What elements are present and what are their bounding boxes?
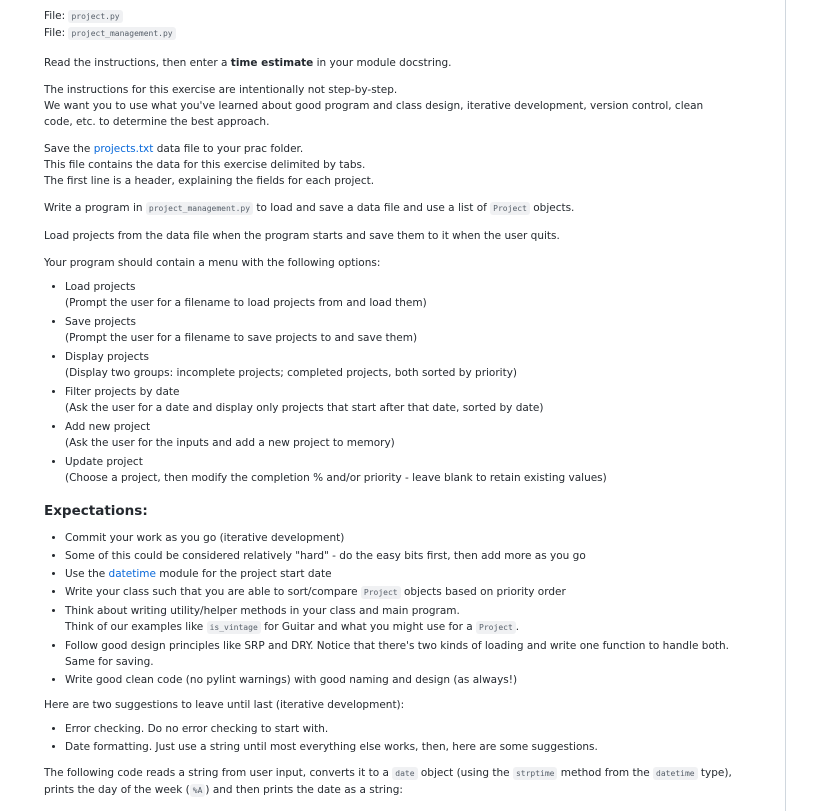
- code-datetime: datetime: [653, 767, 698, 780]
- closing-part-4: type), prints the day of the week (: [44, 767, 732, 796]
- content-divider: [785, 0, 786, 811]
- save-file-paragraph: [44, 141, 734, 189]
- write-suffix: objects.: [529, 202, 575, 214]
- closing-prefix: The following code reads a string from user input, converts it to a: [44, 767, 393, 779]
- list-item: • Error checking. Do no error checking to start with.: [65, 721, 734, 737]
- file-name: project_management.py: [68, 27, 175, 40]
- suggestions-intro: Here are two suggestions to leave until last (iterative development):: [44, 699, 405, 711]
- list-item: [65, 384, 734, 416]
- list-item: [65, 419, 734, 451]
- list-item: [65, 454, 734, 486]
- code-project-management: project_management.py: [146, 202, 253, 215]
- menu-item-title: • Save projects: [65, 316, 137, 328]
- code-is-vintage: is_vintage: [207, 621, 261, 634]
- closing-paragraph: [44, 765, 734, 799]
- write-prefix: Write a program in: [44, 202, 146, 214]
- intro-suffix: in your module docstring.: [313, 57, 452, 69]
- datetime-link[interactable]: datetime: [108, 568, 156, 580]
- save-line-2: This file contains the data for this exercise delimited by tabs.: [44, 159, 366, 171]
- save-suffix: data file to your prac folder.: [153, 143, 304, 155]
- instructions-content: [44, 8, 734, 799]
- item-prefix: Use the: [65, 568, 109, 580]
- menu-intro: Your program should contain a menu with the following options:: [44, 257, 381, 269]
- menu-item-detail: (Prompt the user for a filename to save projects to and save them): [65, 332, 418, 344]
- code-percent-a: %A: [190, 784, 206, 797]
- list-item: • Write good clean code (no pylint warnings) with good naming and design (as always!): [65, 672, 734, 688]
- menu-item-title: • Load projects: [65, 281, 136, 293]
- file-entry-project-management: [44, 25, 734, 42]
- approach-line-2: We want you to use what you've learned about good program and class design, iterative development, version control, clean code, etc. to determine the best approach.: [44, 100, 704, 128]
- file-name: project.py: [68, 10, 122, 23]
- list-item: [65, 584, 734, 601]
- menu-item-detail: (Prompt the user for a filename to load projects from and load them): [65, 297, 427, 309]
- menu-item-detail: (Ask the user for the inputs and add a new project to memory): [65, 437, 395, 449]
- menu-item-title: • Update project: [65, 456, 143, 468]
- approach-line-1: The instructions for this exercise are intentionally not step-by-step.: [44, 84, 398, 96]
- code-project: Project: [361, 586, 401, 599]
- write-middle: to load and save a data file and use a list of: [253, 202, 491, 214]
- menu-item-detail: (Display two groups: incomplete projects; completed projects, both sorted by priority): [65, 367, 518, 379]
- menu-item-title: • Add new project: [65, 421, 151, 433]
- suggestions-list: [44, 721, 734, 755]
- list-item: • Commit your work as you go (iterative development): [65, 530, 734, 546]
- closing-suffix: ) and then prints the date as a string:: [205, 784, 403, 796]
- item-suffix: .: [515, 621, 520, 633]
- item-suffix: objects based on priority order: [400, 586, 566, 598]
- expectations-heading: Expectations:: [44, 503, 148, 519]
- list-item: • Date formatting. Just use a string until most everything else works, then, here are some suggestions.: [65, 739, 734, 755]
- expectations-list: [44, 530, 734, 688]
- time-estimate-emphasis: time estimate: [230, 57, 314, 69]
- item-suffix: module for the project start date: [155, 568, 332, 580]
- code-project: Project: [476, 621, 516, 634]
- list-item: [65, 349, 734, 381]
- projects-txt-link[interactable]: projects.txt: [93, 143, 154, 155]
- file-label: File:: [44, 27, 66, 39]
- write-program-paragraph: [44, 200, 734, 217]
- closing-part-3: method from the: [557, 767, 654, 779]
- list-item: [65, 314, 734, 346]
- code-date: date: [392, 767, 417, 780]
- intro-paragraph: [44, 55, 734, 71]
- menu-item-detail: (Choose a project, then modify the completion % and/or priority - leave blank to retain existing values): [65, 472, 607, 484]
- intro-prefix: Read the instructions, then enter a: [44, 57, 231, 69]
- list-item: • Some of this could be considered relatively "hard" - do the easy bits first, then add more as you go: [65, 548, 734, 564]
- closing-part-2: object (using the: [417, 767, 513, 779]
- code-strptime: strptime: [513, 767, 558, 780]
- item-prefix: Write your class such that you are able to sort/compare: [65, 586, 361, 598]
- menu-options-list: [44, 279, 734, 486]
- list-item: [65, 279, 734, 311]
- save-line-3: The first line is a header, explaining the fields for each project.: [44, 175, 375, 187]
- load-paragraph: Load projects from the data file when the program starts and save them to it when the user quits.: [44, 230, 560, 242]
- file-label: File:: [44, 10, 66, 22]
- save-prefix: Save the: [44, 143, 94, 155]
- item-prefix: Think of our examples like: [65, 621, 207, 633]
- approach-paragraph: [44, 82, 734, 130]
- menu-item-title: • Filter projects by date: [65, 386, 180, 398]
- list-item: • Follow good design principles like SRP and DRY. Notice that there's two kinds of loading and write one function to handle both. Same for saving.: [65, 638, 734, 670]
- list-item: [65, 603, 734, 636]
- file-entry-project: [44, 8, 734, 25]
- code-project: Project: [490, 202, 530, 215]
- menu-item-title: • Display projects: [65, 351, 149, 363]
- list-item: [65, 566, 734, 582]
- item-line-1: • Think about writing utility/helper methods in your class and main program.: [65, 605, 460, 617]
- item-middle: for Guitar and what you might use for a: [260, 621, 477, 633]
- menu-item-detail: (Ask the user for a date and display only projects that start after that date, sorted by date): [65, 402, 544, 414]
